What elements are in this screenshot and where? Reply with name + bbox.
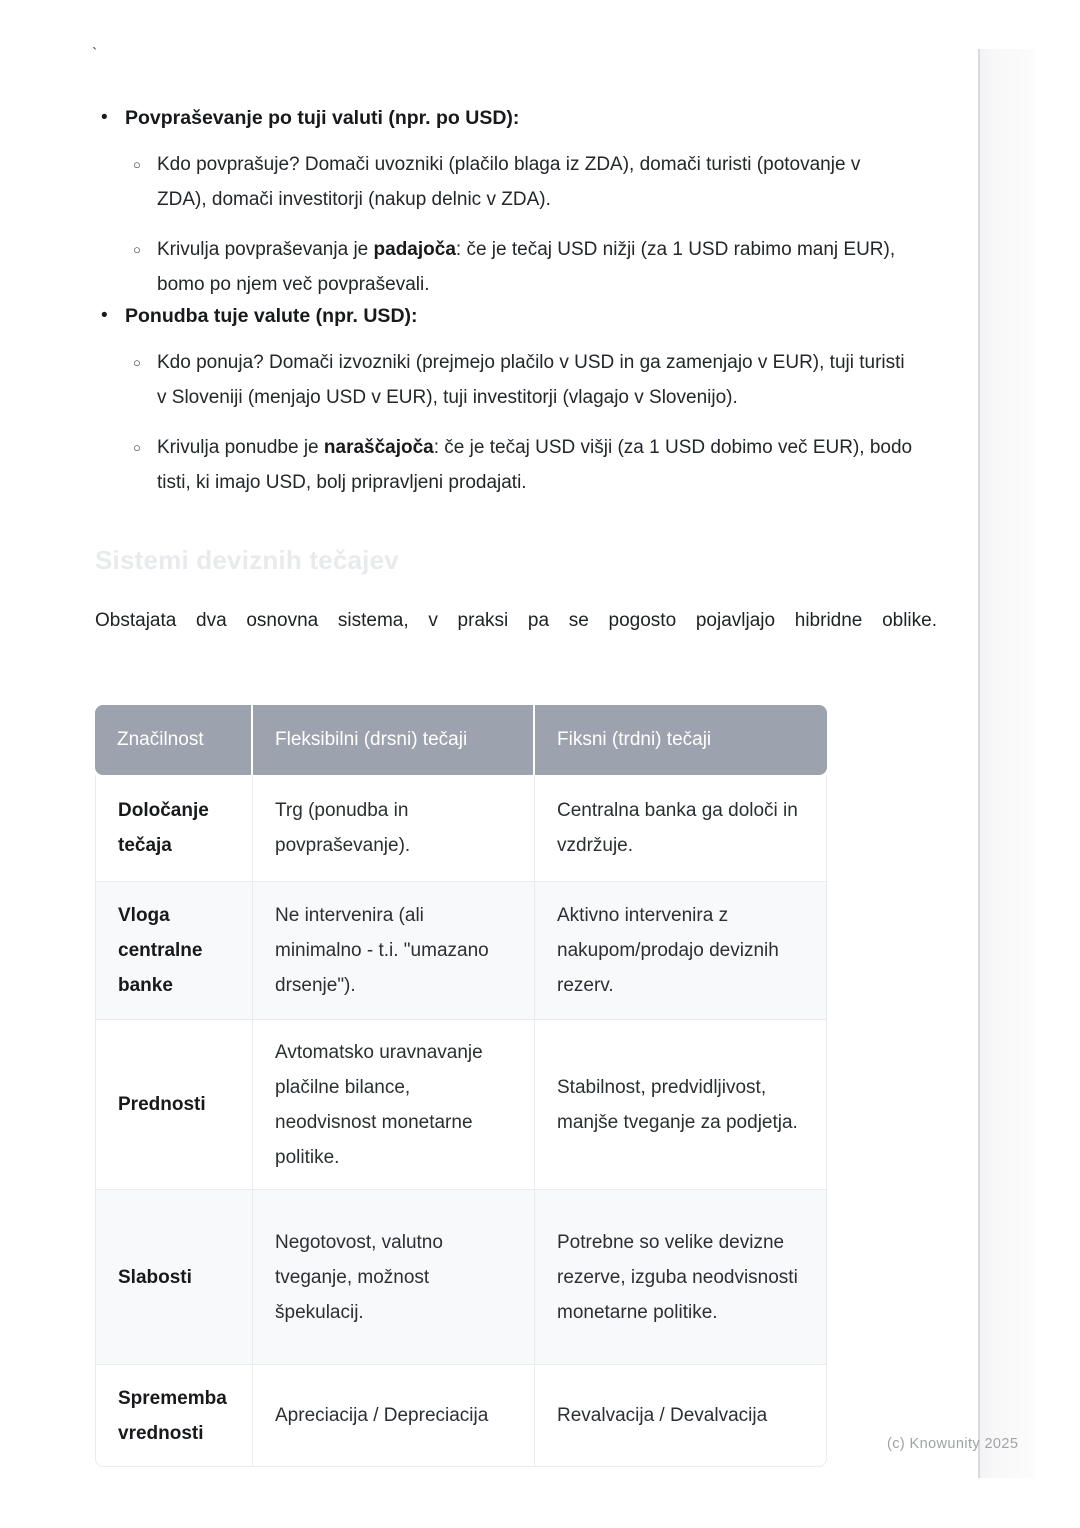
row-label-cell: Sprememba vrednosti [95,1365,253,1467]
fixed-cell: Stabilnost, predvidljivost, manjše tveganje za podjetja. [535,1020,827,1190]
circle-bullet-icon: ○ [133,242,141,257]
emphasis-word: naraščajoča [323,437,434,458]
text-run: Kdo povprašuje? Domači uvozniki (plačilo blaga iz ZDA), domači turisti (potovanje v ZDA), domači investitorji (nakup delnic v ZDA). [157,154,861,210]
flexible-cell: Trg (ponudba in povpraševanje). [253,775,535,882]
stray-backtick-char: ` [92,46,98,63]
table-row [95,1365,827,1467]
bullet-title-row [95,104,937,132]
list-item [133,430,937,500]
list-item-text [157,430,915,500]
row-label-cell: Prednosti [95,1020,253,1190]
bullet-title-row [95,302,937,330]
text-run: : če je tečaj USD nižji (za 1 USD rabimo manj EUR), bomo po njem več povpraševali. [157,239,896,295]
scrollbar-track[interactable] [978,49,1034,1478]
table-row [95,1020,827,1190]
text-run: Krivulja ponudbe je [157,437,324,458]
intro-paragraph: Obstajata dva osnovna sistema, v praksi pa se pogosto pojavljajo hibridne oblike. [95,610,937,631]
list-item [133,345,937,415]
row-label-cell: Vloga centralne banke [95,882,253,1020]
circle-bullet-icon: ○ [133,440,141,455]
text-run: : če je tečaj USD višji (za 1 USD dobimo več EUR), bodo tisti, ki imajo USD, bolj pripravljeni prodajati. [157,437,913,493]
bullet-section-demand [95,104,937,302]
fixed-cell: Centralna banka ga določi in vzdržuje. [535,775,827,882]
list-item [133,147,937,217]
text-run: Kdo ponuja? Domači izvozniki (prejmejo plačilo v USD in ga zamenjajo v EUR), tuji turisti v Sloveniji (menjajo USD v EUR), tuji investitorji (vlagajo v Slovenijo). [157,352,905,408]
text-run: Krivulja povpraševanja je [157,239,374,260]
flexible-cell: Apreciacija / Depreciacija [253,1365,535,1467]
table-row [95,775,827,882]
row-label-cell: Slabosti [95,1190,253,1365]
bullet-dot-icon: • [101,107,108,128]
flexible-cell: Ne intervenira (ali minimalno - t.i. "umazano drsenje"). [253,882,535,1020]
section-title-supply: Ponudba tuje valute (npr. USD): [125,305,418,327]
table-row [95,1190,827,1365]
table-row [95,882,827,1020]
table-header-row [95,705,827,775]
bullet-dot-icon: • [101,305,108,326]
exchange-rate-comparison-table [95,705,827,1467]
circle-bullet-icon: ○ [133,157,141,172]
column-header-flexible: Fleksibilni (drsni) tečaji [253,705,535,775]
list-item [133,232,937,302]
section-heading-faded: Sistemi deviznih tečajev [95,545,399,575]
column-header-fixed: Fiksni (trdni) tečaji [535,705,827,775]
copyright-footer: (c) Knowunity 2025 [887,1436,1019,1452]
flexible-cell: Avtomatsko uravnavanje plačilne bilance, neodvisnost monetarne politike. [253,1020,535,1190]
section-title-demand: Povpraševanje po tuji valuti (npr. po USD): [125,107,520,129]
fixed-cell: Aktivno intervenira z nakupom/prodajo deviznih rezerv. [535,882,827,1020]
emphasis-word: padajoča [373,239,456,260]
fixed-cell: Potrebne so velike devizne rezerve, izguba neodvisnosti monetarne politike. [535,1190,827,1365]
comparison-table-wrapper [95,705,827,1467]
flexible-cell: Negotovost, valutno tveganje, možnost špekulacij. [253,1190,535,1365]
bullet-section-supply [95,302,937,500]
list-item-text [157,345,915,415]
list-item-text [157,232,915,302]
row-label-cell: Določanje tečaja [95,775,253,882]
list-item-text [157,147,915,217]
column-header-feature: Značilnost [95,705,253,775]
circle-bullet-icon: ○ [133,355,141,370]
fixed-cell: Revalvacija / Devalvacija [535,1365,827,1467]
